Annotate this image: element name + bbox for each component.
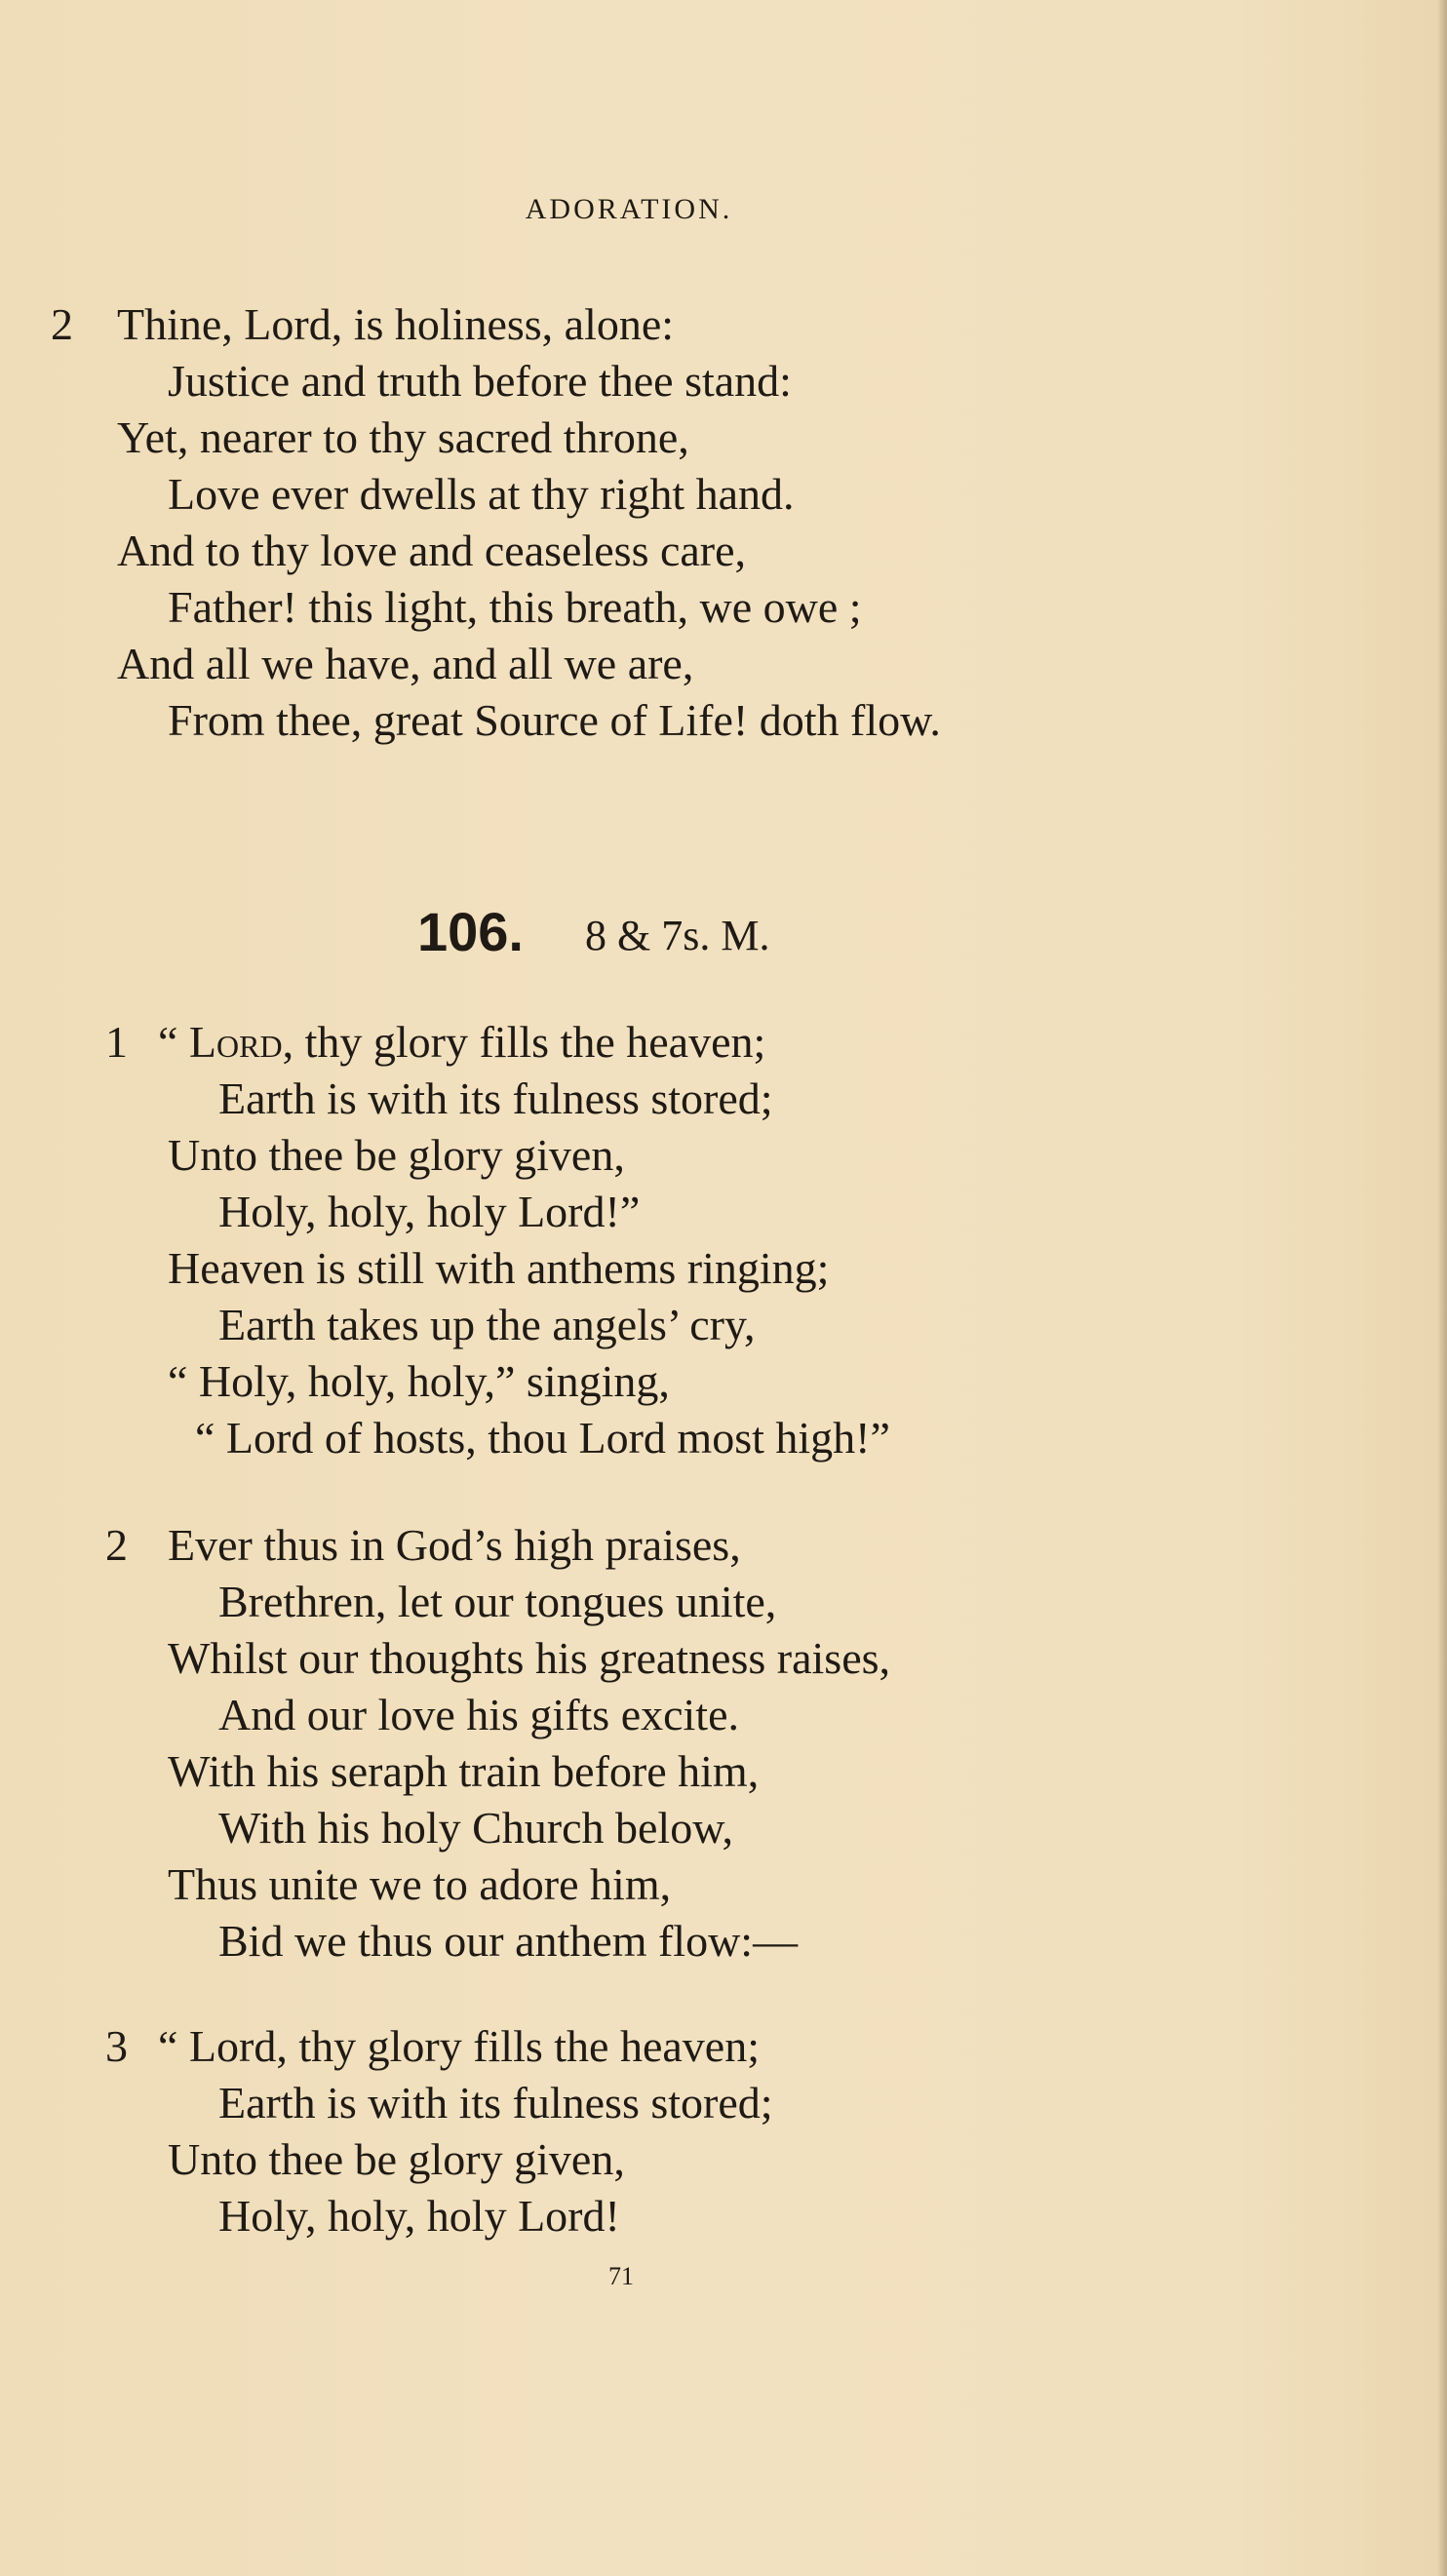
verse-line: And our love his gifts excite. bbox=[218, 1690, 740, 1739]
running-head: ADORATION. bbox=[525, 193, 733, 225]
verse-line: Yet, nearer to thy sacred throne, bbox=[117, 412, 689, 462]
verse-number: 2 bbox=[51, 299, 73, 349]
verse-line: Thus unite we to adore him, bbox=[168, 1859, 672, 1909]
verse-line: From thee, great Source of Life! doth flow. bbox=[168, 695, 941, 745]
verse-line: Whilst our thoughts his greatness raises, bbox=[168, 1633, 891, 1683]
verse-line: With his holy Church below, bbox=[218, 1803, 733, 1853]
hymn-meter: 8 & 7s. M. bbox=[585, 912, 770, 959]
verse-line: And to thy love and ceaseless care, bbox=[117, 526, 747, 575]
verse-line: Holy, holy, holy Lord! bbox=[218, 2191, 620, 2241]
verse-line: “ Lord, thy glory fills the heaven; bbox=[158, 2021, 761, 2071]
hymn-number: 106. bbox=[417, 901, 524, 962]
verse-line bbox=[158, 1017, 766, 1067]
opening-quote: “ bbox=[158, 1017, 189, 1067]
verse-line: Brethren, let our tongues unite, bbox=[218, 1577, 777, 1626]
verse-line: Heaven is still with anthems ringing; bbox=[168, 1243, 830, 1293]
verse-line: Bid we thus our anthem flow:— bbox=[218, 1916, 799, 1966]
page-number: 71 bbox=[608, 2262, 634, 2290]
verse-line: “ Holy, holy, holy,” singing, bbox=[168, 1356, 670, 1406]
line-rest: , thy glory fills the heaven; bbox=[282, 1017, 766, 1067]
verse-line: Earth takes up the angels’ cry, bbox=[218, 1300, 756, 1349]
verse-line: Love ever dwells at thy right hand. bbox=[168, 469, 795, 519]
verse-number: 1 bbox=[105, 1017, 128, 1067]
verse-line: Earth is with its fulness stored; bbox=[218, 2078, 773, 2127]
verse-line: Justice and truth before thee stand: bbox=[168, 356, 792, 406]
page-edge-shadow bbox=[1437, 0, 1447, 2576]
verse-line: With his seraph train before him, bbox=[168, 1746, 760, 1796]
verse-line: Unto thee be glory given, bbox=[168, 1130, 625, 1180]
verse-line: Father! this light, this breath, we owe ; bbox=[168, 582, 862, 632]
verse-line: Thine, Lord, is holiness, alone: bbox=[117, 299, 675, 349]
verse-line: “ Lord of hosts, thou Lord most high!” bbox=[195, 1413, 890, 1463]
verse-line: Unto thee be glory given, bbox=[168, 2134, 625, 2184]
verse-line: And all we have, and all we are, bbox=[117, 639, 694, 688]
verse-line: Holy, holy, holy Lord!” bbox=[218, 1187, 641, 1236]
verse-number: 3 bbox=[105, 2021, 128, 2071]
verse-line: Earth is with its fulness stored; bbox=[218, 1073, 773, 1123]
verse-number: 2 bbox=[105, 1520, 128, 1570]
small-caps-word: Lord bbox=[188, 1017, 283, 1067]
verse-line: Ever thus in God’s high praises, bbox=[168, 1520, 741, 1570]
